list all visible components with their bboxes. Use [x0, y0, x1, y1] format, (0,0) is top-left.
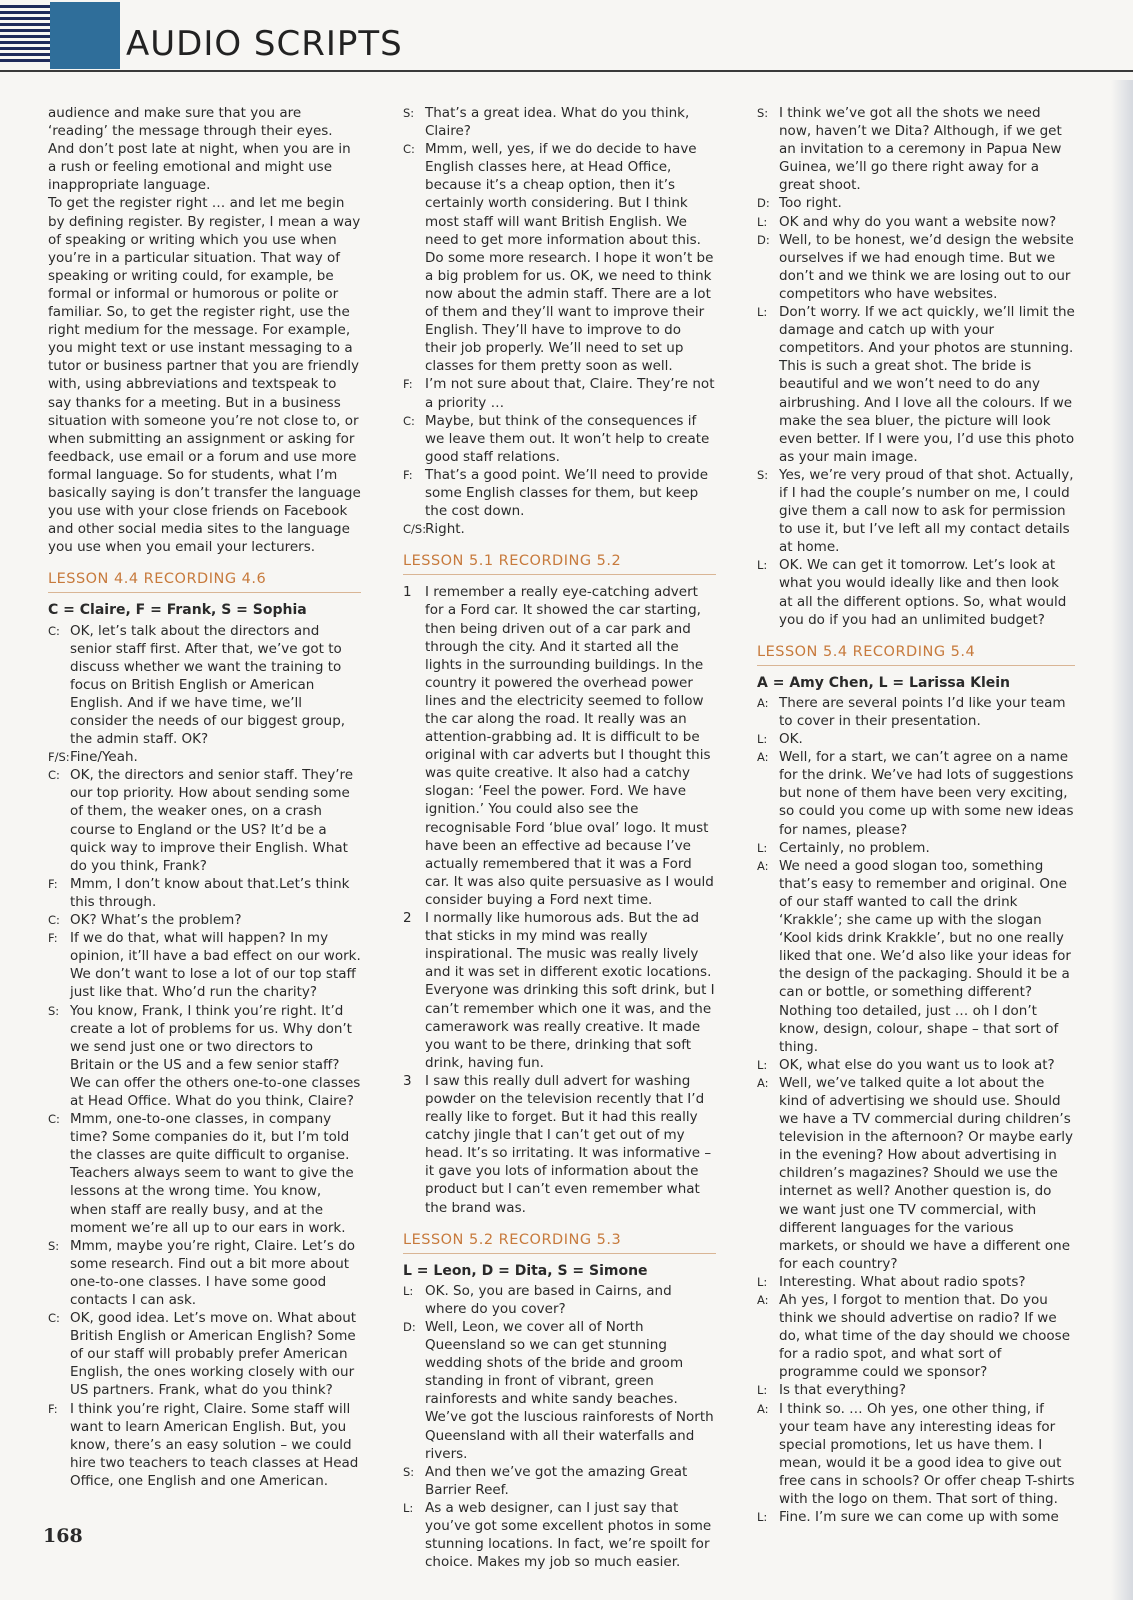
dialogue-line — [48, 1400, 361, 1490]
speaker-label: S: — [403, 106, 415, 120]
speaker-label: F: — [403, 377, 413, 392]
dialogue-line — [403, 520, 716, 538]
dialogue-line — [757, 694, 1075, 730]
dialogue-line — [757, 1273, 1075, 1291]
speaker-label: S: — [48, 1238, 60, 1253]
page-edge-shadow — [1111, 80, 1133, 1600]
speaker-label: A: — [757, 1075, 769, 1090]
dialogue-line — [403, 104, 716, 140]
column-3 — [757, 104, 1075, 1526]
dialogue-text: Too right. — [779, 195, 842, 212]
dialogue-line — [757, 231, 1075, 303]
dialogue-text: And then we’ve got the amazing Great Barrier Reef. — [425, 1463, 688, 1498]
column-2 — [403, 104, 716, 1571]
dialogue-line — [48, 929, 361, 1001]
dialogue-text: Yes, we’re very proud of that shot. Actually, if I had the couple’s number on me, I could give them a call now to ask for permission to use it, but I’ve left all my contact details at home. — [779, 466, 1074, 556]
page-title: AUDIO SCRIPTS — [126, 24, 403, 64]
speaker-label: C: — [403, 413, 415, 428]
speaker-label: L: — [757, 305, 768, 320]
dialogue-text: You know, Frank, I think you’re right. It’d create a lot of problems for us. Why don’t we send just one or two directors to Britain or the US and a few senior staff? We can offer the others one-to-one classes at Head Office. What do you think, Claire? — [70, 1002, 361, 1109]
speaker-label: S: — [757, 467, 769, 482]
dialogue-text: Ah yes, I forgot to mention that. Do you think we should advertise on radio? If we do, what time of the day should we choose for a radio spot, and what sort of programme could we sponsor? — [779, 1292, 1071, 1381]
speaker-label: C: — [48, 768, 60, 783]
dialogue-text: We need a good slogan too, something that’s easy to remember and original. One of our staff wanted to call the drink ‘Krakkle’; she came up with the slogan ‘Kool kids drink Krakkle’, but no one really liked that one. We’d also like your ideas for the design of the packaging. Should it be a can or bottle, or something different? Nothing too detailed, just … oh I don’t know, design, colour, shape – that sort of thing. — [779, 857, 1071, 1055]
speaker-label: F: — [48, 931, 58, 946]
dialogue-line — [757, 857, 1075, 1056]
speaker-label: S: — [403, 1464, 415, 1479]
speaker-label: L: — [757, 1057, 768, 1072]
dialogue-line — [403, 1318, 716, 1463]
dialogue-line — [757, 1400, 1075, 1509]
speaker-label: L: — [403, 1500, 414, 1515]
speaker-label: D: — [757, 196, 770, 211]
dialogue-line — [757, 1056, 1075, 1074]
dialogue-text: Mmm, well, yes, if we do decide to have English classes here, at Head Office, because it’s a cheap option, then it’s certainly worth considering. But I think most staff will want British English. We need to get more information about this. Do some more research. I hope it won’t be a big problem for us. OK, we need to think now about the admin staff. There are a lot of them and they’ll want to improve their English. They’ll have to improve to do their job properly. We’ll need to set up classes for them pretty soon as well. — [425, 141, 714, 375]
dialogue-line — [48, 622, 361, 749]
speaker-label: S: — [48, 1003, 60, 1018]
dialogue-list — [48, 622, 361, 1491]
dialogue-text: I’m not sure about that, Claire. They’re not a priority … — [425, 376, 715, 411]
speaker-label: F: — [48, 1401, 58, 1416]
item-text: I saw this really dull advert for washing powder on the television recently that I’d really like to forget. But it had this really catchy jingle that I can’t get out of my head. It’s so irritating. It was informative – it gave you lots of information about the product but I can’t even remember what the brand was. — [425, 1072, 712, 1216]
dialogue-line — [403, 1463, 716, 1499]
speaker-label: L: — [757, 840, 768, 855]
dialogue-line — [403, 375, 716, 411]
dialogue-text: Right. — [425, 521, 465, 538]
dialogue-line — [757, 1291, 1075, 1381]
lesson-heading: LESSON 5.2 RECORDING 5.3 — [403, 1231, 716, 1254]
dialogue-list — [403, 1282, 716, 1572]
numbered-item — [403, 1072, 716, 1217]
speaker-label: A: — [757, 695, 769, 710]
speaker-label: C: — [48, 1112, 60, 1127]
lesson-heading: LESSON 5.4 RECORDING 5.4 — [757, 643, 1075, 666]
item-number: 3 — [403, 1072, 412, 1089]
speaker-label: L: — [757, 1510, 768, 1525]
dialogue-text: OK, the directors and senior staff. They’re our top priority. How about sending some of them, the weaker ones, on a crash course to England or the US? It’d be a quick way to improve their English. What do you think, Frank? — [70, 767, 354, 874]
intro-paragraph-2: To get the register right … and let me begin by defining register. By register, I mean a way of speaking or writing which you use when you’re in a particular situation. That way of speaking or writing could, for example, be formal or informal or humorous or polite or familiar. So, to get the register right, use the right medium for the message. For example, you might text or use instant messaging to a tutor or business partner that you are friendly with, using abbreviations and textspeak to say thanks for a meeting. But in a business situation with someone you’re not close to, or when submitting an assignment or asking for feedback, use email or a forum and use more formal language. So for students, what I’m basically saying is don’t transfer the language you use with your close friends on Facebook and other social media sites to the language you use when you email your lecturers. — [48, 195, 361, 556]
header-rule — [0, 70, 1133, 72]
dialogue-text: OK, what else do you want us to look at? — [779, 1056, 1055, 1073]
lesson-heading: LESSON 5.1 RECORDING 5.2 — [403, 552, 716, 575]
dialogue-list — [757, 694, 1075, 1526]
page-number: 168 — [43, 1525, 83, 1547]
speaker-label: C: — [48, 623, 60, 638]
dialogue-text: Well, we’ve talked quite a lot about the kind of advertising we should use. Should we have a TV commercial during children’s television in the afternoon? Or maybe early in the evening? How about advertising in children’s magazines? Should we use the internet as well? Another question is, do we want just one TV commercial, with different languages for the various markets, or should we have a different one for each country? — [779, 1074, 1074, 1272]
dialogue-text: Well, to be honest, we’d design the website ourselves if we had enough time. But we don’t and we think we are losing out to our competitors who have websites. — [779, 231, 1074, 302]
dialogue-line — [403, 1499, 716, 1571]
dialogue-text: Interesting. What about radio spots? — [779, 1273, 1026, 1290]
cast-list: L = Leon, D = Dita, S = Simone — [403, 1262, 648, 1279]
dialogue-text: Don’t worry. If we act quickly, we’ll limit the damage and catch up with your competitors. And your photos are stunning. This is such a great shot. The bride is beautiful and we won’t need to do any airbrushing. And I love all the colours. If we make the sea bluer, the picture will look even better. If I were you, I’d use this photo as your main image. — [779, 304, 1075, 465]
dialogue-text: OK. — [779, 731, 803, 748]
dialogue-text: OK? What’s the problem? — [70, 912, 242, 929]
speaker-label: A: — [757, 1293, 769, 1307]
dialogue-text: OK. So, you are based in Cairns, and where do you cover? — [425, 1282, 672, 1317]
dialogue-line — [757, 730, 1075, 748]
dialogue-text: Fine/Yeah. — [70, 749, 138, 766]
dialogue-text: Is that everything? — [779, 1382, 907, 1399]
dialogue-text: I think you’re right, Claire. Some staff will want to learn American English. But, you know, there’s an easy solution – we could hire two teachers to teach classes at Head Office, one English and one American. — [70, 1400, 359, 1489]
lesson-heading: LESSON 4.4 RECORDING 4.6 — [48, 570, 361, 593]
dialogue-line — [757, 1381, 1075, 1399]
dialogue-line — [757, 1508, 1075, 1526]
dialogue-text: Well, for a start, we can’t agree on a name for the drink. We’ve had lots of suggestions but none of them have been very exciting, so could you come up with some new ideas for names, please? — [779, 749, 1074, 838]
dialogue-line — [757, 748, 1075, 838]
cast-list: A = Amy Chen, L = Larissa Klein — [757, 674, 1010, 691]
dialogue-text: That’s a good point. We’ll need to provide some English classes for them, but keep the cost down. — [425, 466, 709, 520]
dialogue-text: OK and why do you want a website now? — [779, 213, 1057, 230]
header-stripes — [0, 5, 50, 67]
dialogue-line — [48, 1110, 361, 1237]
dialogue-text: Fine. I’m sure we can come up with some — [779, 1509, 1059, 1526]
speaker-label: C: — [48, 913, 60, 928]
dialogue-list — [757, 104, 1075, 629]
dialogue-text: I think so. … Oh yes, one other thing, if your team have any interesting ideas for special promotions, let us have them. I mean, would it be a good idea to give out free cans in schools? Or offer cheap T-shirts with the logo on them. That sort of thing. — [779, 1400, 1075, 1508]
intro-paragraph-1: audience and make sure that you are ‘reading’ the message through their eyes. And don’t post late at night, when you are in a rush or feeling emotional and might use inappropriate language. — [48, 105, 351, 194]
dialogue-text: OK, let’s talk about the directors and senior staff first. After that, we’ve got to discuss whether we want the training to focus on British English or American English. And if we have time, we’ll consider the needs of our biggest group, the admin staff. OK? — [70, 622, 346, 748]
dialogue-line — [48, 748, 361, 766]
item-number: 1 — [403, 584, 412, 601]
speaker-label: F: — [48, 876, 58, 891]
speaker-label: L: — [403, 1283, 414, 1298]
speaker-label: L: — [757, 732, 768, 747]
dialogue-line — [757, 303, 1075, 466]
column-1 — [48, 104, 361, 1490]
dialogue-text: OK, good idea. Let’s move on. What about British English or American English? Some of our staff will probably prefer American English, the ones working closely with our US partners. Frank, what do you think? — [70, 1310, 357, 1399]
dialogue-text: Certainly, no problem. — [779, 839, 930, 856]
dialogue-text: If we do that, what will happen? In my opinion, it’ll have a bad effect on our work. We don’t want to lose a lot of our top staff just like that. Who’d run the charity? — [70, 930, 361, 1001]
speaker-label: C: — [48, 1311, 60, 1326]
speaker-label: F/S: — [48, 750, 70, 765]
dialogue-line — [757, 213, 1075, 231]
dialogue-text: Mmm, I don’t know about that.Let’s think this through. — [70, 875, 350, 910]
item-text: I normally like humorous ads. But the ad that sticks in my mind was really inspirational. The music was really lively and it was set in different exotic locations. Everyone was drinking this soft drink, but I can’t remember which one it was, and the camerawork was really creative. It made you want to be there, drinking that soft drink, having fun. — [425, 910, 715, 1071]
dialogue-line — [757, 1074, 1075, 1273]
dialogue-line — [403, 466, 716, 520]
speaker-label: S: — [757, 106, 769, 120]
item-text: I remember a really eye-catching advert for a Ford car. It showed the car starting, then being driven out of a car park and through the city. And it started all the lights in the surrounding buildings. In the country it powered the overhead power lines and the electricity seemed to follow the car along the road. It really was an attention-grabbing ad. It is difficult to be original with car adverts but I thought this was quite creative. It also had a catchy slogan: ‘Feel the power. Ford. We have ignition.’ You could also see the recognisable Ford ‘blue oval’ logo. It must have been an effective ad because I’ve actually remembered that it was a Ford car. It was also quite persuasive as I would consider buying a Ford next time. — [425, 584, 714, 908]
dialogue-line — [757, 466, 1075, 556]
dialogue-line — [48, 766, 361, 875]
dialogue-text: Maybe, but think of the consequences if we leave them out. It won’t help to create good staff relations. — [425, 412, 710, 465]
speaker-label: A: — [757, 750, 769, 765]
header-blue-block — [50, 2, 120, 69]
cast-list: C = Claire, F = Frank, S = Sophia — [48, 602, 307, 619]
speaker-label: L: — [757, 214, 768, 229]
dialogue-line — [757, 104, 1075, 194]
dialogue-line — [403, 1282, 716, 1318]
numbered-item — [403, 583, 716, 909]
dialogue-text: Mmm, maybe you’re right, Claire. Let’s do some research. Find out a bit more about one-to-one classes. I have some good contacts I can ask. — [70, 1237, 356, 1308]
dialogue-line — [48, 1309, 361, 1399]
dialogue-text: Well, Leon, we cover all of North Queensland so we can get stunning wedding shots of the bride and groom standing in front of vibrant, green rainforests and white sandy beaches. We’ve got the luscious rainforests of North Queensland with all their waterfalls and rivers. — [425, 1319, 714, 1462]
speaker-label: C/S: — [403, 522, 427, 537]
dialogue-text: As a web designer, can I just say that you’ve got some excellent photos in some stunning locations. In fact, we’re spoilt for choice. Makes my job so much easier. — [425, 1499, 712, 1571]
item-number: 2 — [403, 910, 412, 927]
speaker-label: C: — [403, 142, 415, 157]
speaker-label: L: — [757, 1274, 768, 1289]
dialogue-line — [403, 140, 716, 375]
dialogue-text: OK. We can get it tomorrow. Let’s look at what you would ideally like and then look at all the different options. So, what would you do if you had an unlimited budget? — [779, 557, 1067, 628]
speaker-label: L: — [757, 1383, 768, 1398]
speaker-label: A: — [757, 858, 769, 873]
dialogue-text: I think we’ve got all the shots we need now, haven’t we Dita? Although, if we get an invitation to a ceremony in Papua New Guinea, we’ll go there right away for a great shoot. — [779, 105, 1062, 194]
dialogue-line — [757, 839, 1075, 857]
dialogue-line — [48, 1002, 361, 1111]
dialogue-list — [403, 104, 716, 538]
dialogue-text: Mmm, one-to-one classes, in company time? Some companies do it, but I’m told the classes are quite difficult to organise. Teachers always seem to want to give the lessons at the wrong time. You know, when staff are really busy, and at the moment we’re all up to our ears in work. — [70, 1111, 354, 1236]
dialogue-line — [48, 875, 361, 911]
numbered-list — [403, 583, 716, 1216]
speaker-label: D: — [757, 232, 770, 247]
dialogue-text: That’s a great idea. What do you think, Claire? — [425, 105, 690, 140]
dialogue-line — [757, 556, 1075, 628]
speaker-label: F: — [403, 467, 413, 482]
dialogue-line — [757, 194, 1075, 212]
dialogue-line — [48, 1237, 361, 1309]
dialogue-line — [403, 412, 716, 466]
numbered-item — [403, 909, 716, 1072]
speaker-label: L: — [757, 558, 768, 573]
dialogue-line — [48, 911, 361, 929]
speaker-label: A: — [757, 1401, 769, 1416]
speaker-label: D: — [403, 1320, 416, 1334]
dialogue-text: There are several points I’d like your team to cover in their presentation. — [779, 694, 1066, 729]
